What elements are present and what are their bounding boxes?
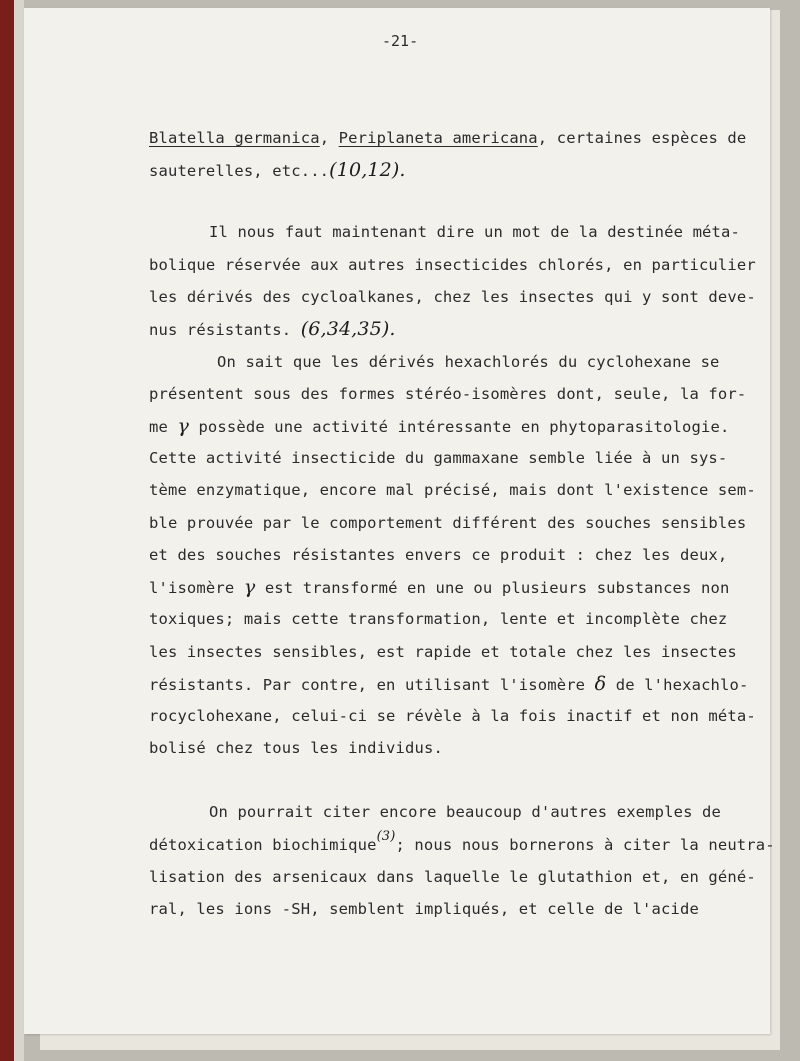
- document-page: [24, 8, 775, 1034]
- text-line: lisation des arsenicaux dans laquelle le glutathion et, en géné-: [149, 868, 756, 886]
- text-line: les dérivés des cycloalkanes, chez les insectes qui y sont deve-: [149, 288, 756, 306]
- text-fragment: possède une activité intéressante en phytoparasitologie.: [198, 418, 730, 436]
- binding-edge: [0, 0, 14, 1061]
- handwritten-gamma-symbol: γ: [243, 576, 256, 598]
- text-fragment: ,: [319, 129, 339, 147]
- text-fragment: , certaines espèces de: [537, 129, 747, 147]
- text-line: présentent sous des formes stéréo-isomères dont, seule, la for-: [149, 385, 747, 403]
- binding-shadow: [14, 0, 24, 1061]
- species-name: Blatella germanica: [149, 129, 320, 147]
- text-line: [149, 128, 746, 148]
- handwritten-reference: (10,12).: [329, 159, 406, 181]
- text-fragment: nus résistants.: [149, 321, 292, 339]
- text-line: les insectes sensibles, est rapide et totale chez les insectes: [149, 643, 737, 661]
- text-fragment: détoxication biochimique: [149, 836, 377, 854]
- text-line: ble prouvée par le comportement différent des souches sensibles: [149, 514, 747, 532]
- text-fragment: est transformé en une ou plusieurs substances non: [264, 579, 730, 597]
- text-line: On pourrait citer encore beaucoup d'autres exemples de: [209, 803, 722, 821]
- text-line: On sait que les dérivés hexachlorés du cyclohexane se: [217, 353, 720, 371]
- text-line: [149, 674, 748, 695]
- text-fragment: de l'hexachlo-: [615, 676, 749, 694]
- text-fragment: me: [149, 418, 168, 436]
- page-number: -21-: [382, 32, 419, 50]
- text-line: [149, 160, 406, 181]
- text-line: et des souches résistantes envers ce produit : chez les deux,: [149, 546, 728, 564]
- text-line: tème enzymatique, encore mal précisé, mais dont l'existence sem-: [149, 481, 756, 499]
- text-line: [149, 829, 775, 857]
- handwritten-delta-symbol: δ: [594, 673, 607, 695]
- text-fragment: sauterelles, etc...: [149, 162, 330, 180]
- handwritten-reference: (6,34,35).: [300, 318, 396, 340]
- text-line: Il nous faut maintenant dire un mot de la destinée méta-: [209, 223, 740, 241]
- handwritten-reference: (3): [376, 829, 396, 844]
- text-fragment: l'isomère: [149, 579, 235, 597]
- text-line: Cette activité insecticide du gammaxane semble liée à un sys-: [149, 449, 728, 467]
- text-line: [149, 319, 396, 340]
- text-fragment: ; nous nous bornerons à citer la neutra-: [395, 836, 775, 854]
- text-fragment: résistants. Par contre, en utilisant l'isomère: [149, 676, 586, 694]
- text-line: toxiques; mais cette transformation, lente et incomplète chez: [149, 610, 728, 628]
- text-line: bolique réservée aux autres insecticides chlorés, en particulier: [149, 256, 756, 274]
- species-name: Periplaneta americana: [338, 129, 538, 147]
- text-line: bolisé chez tous les individus.: [149, 739, 443, 757]
- text-line: rocyclohexane, celui-ci se révèle à la fois inactif et non méta-: [149, 707, 756, 725]
- text-line: ral, les ions -SH, semblent impliqués, et celle de l'acide: [149, 900, 699, 918]
- text-line: [149, 577, 729, 598]
- handwritten-gamma-symbol: γ: [177, 415, 189, 437]
- text-line: [149, 416, 729, 437]
